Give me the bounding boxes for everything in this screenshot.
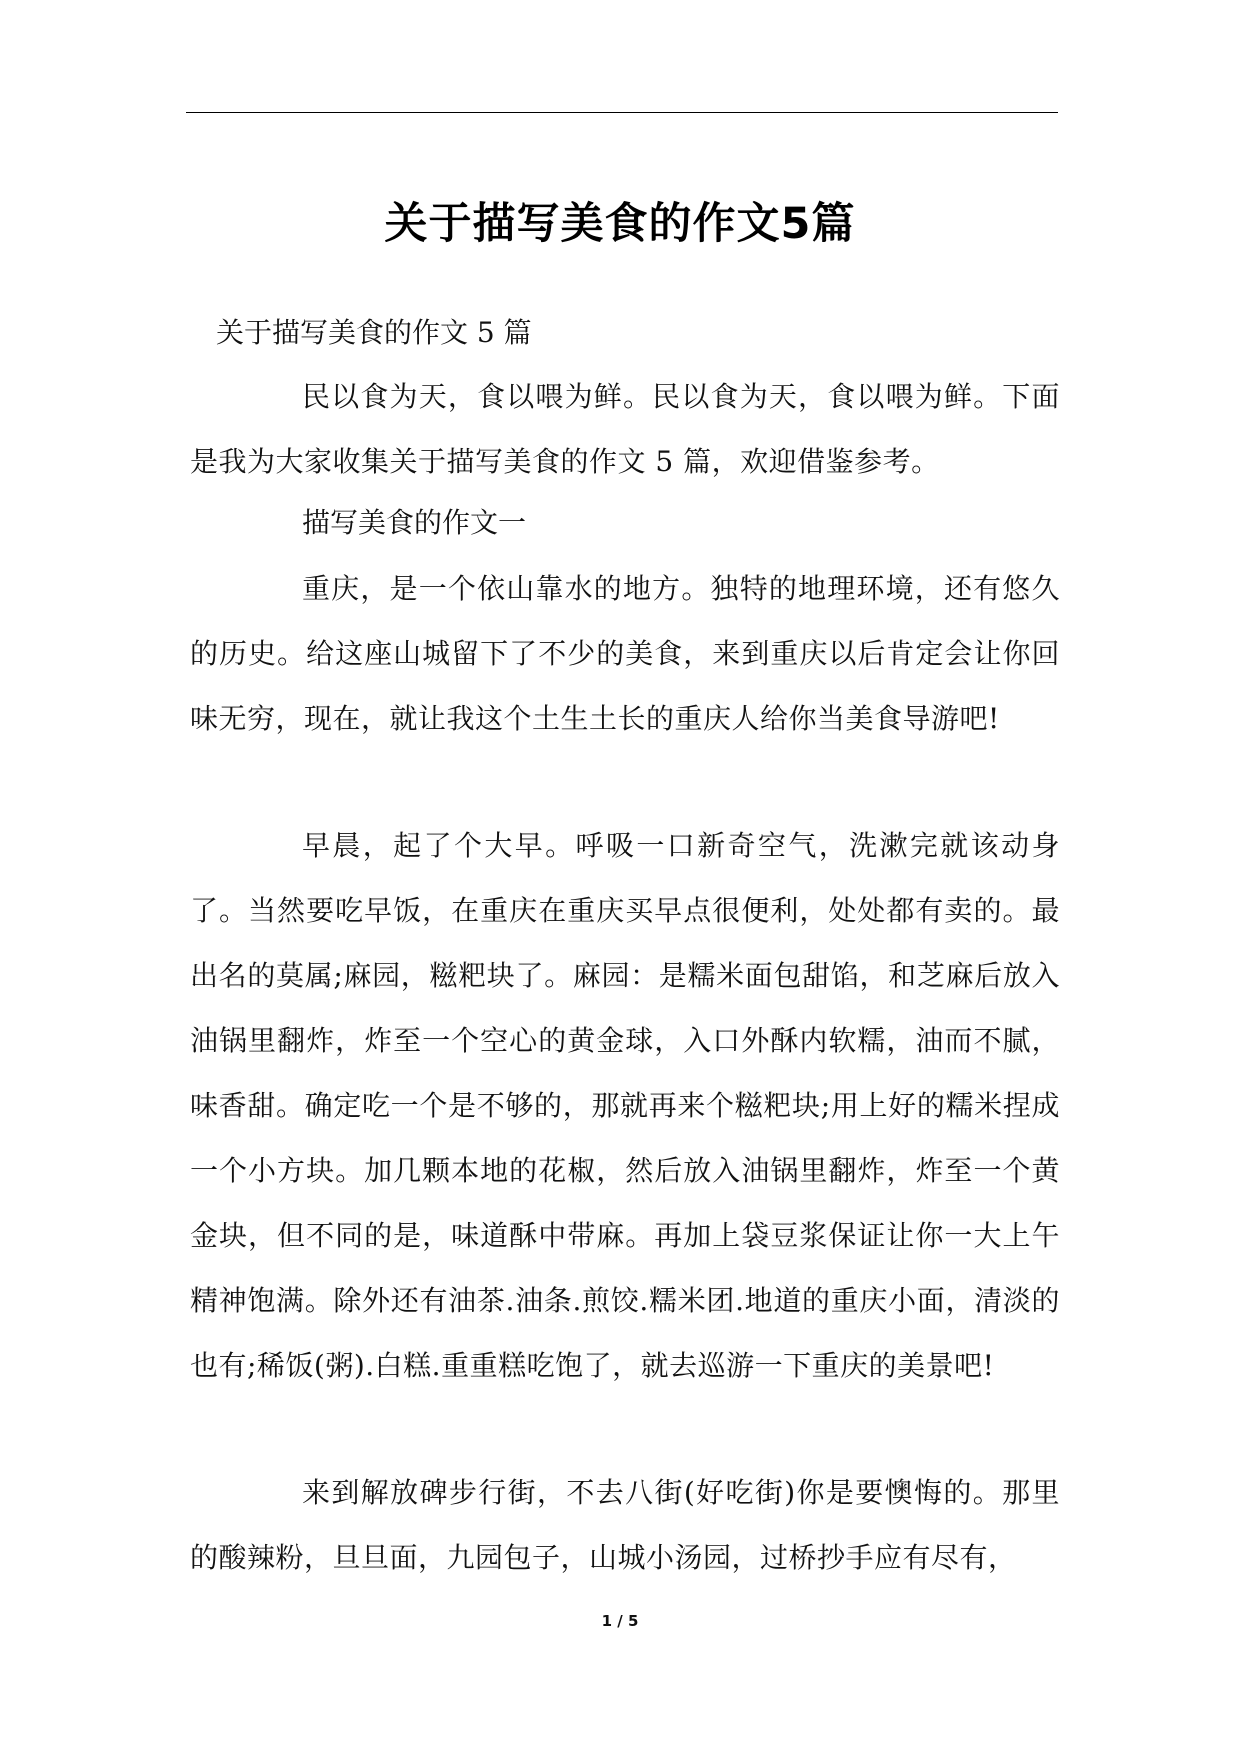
- header-rule: [186, 112, 1058, 113]
- page-indicator: 1 / 5: [601, 1612, 639, 1630]
- document-subtitle: 关于描写美食的作文 5 篇: [216, 316, 532, 349]
- paragraph-2: 早晨，起了个大早。呼吸一口新奇空气，洗漱完就该动身了。当然要吃早饭，在重庆在重庆买早点很便利，处处都有卖的。最出名的莫属;麻园，糍粑块了。麻园：是糯米面包甜馅，和芝麻后放入油锅里翻炸，炸至一个空心的黄金球，入口外酥内软糯，油而不腻，味香甜。确定吃一个是不够的，那就再来个糍粑块;用上好的糯米捏成一个小方块。加几颗本地的花椒，然后放入油锅里翻炸，炸至一个黄金块，但不同的是，味道酥中带麻。再加上袋豆浆保证让你一大上午精神饱满。除外还有油茶.油条.煎饺.糯米团.地道的重庆小面，清淡的也有;稀饭(粥).白糕.重重糕吃饱了，就去巡游一下重庆的美景吧!: [190, 829, 1060, 1382]
- paragraph-1: 重庆，是一个依山靠水的地方。独特的地理环境，还有悠久的历史。给这座山城留下了不少的美食，来到重庆以后肯定会让你回味无穷，现在，就让我这个土生土长的重庆人给你当美食导游吧!: [190, 572, 1060, 735]
- document-title: 关于描写美食的作文5篇: [384, 199, 856, 249]
- paragraph-3: 来到解放碑步行街，不去八街(好吃街)你是要懊悔的。那里的酸辣粉，旦旦面，九园包子，山城小汤园，过桥抄手应有尽有，: [190, 1476, 1060, 1574]
- intro-paragraph: 民以食为天，食以喂为鲜。民以食为天，食以喂为鲜。下面是我为大家收集关于描写美食的作文 5 篇，欢迎借鉴参考。: [190, 380, 1060, 478]
- section-heading: 描写美食的作文一: [302, 506, 527, 539]
